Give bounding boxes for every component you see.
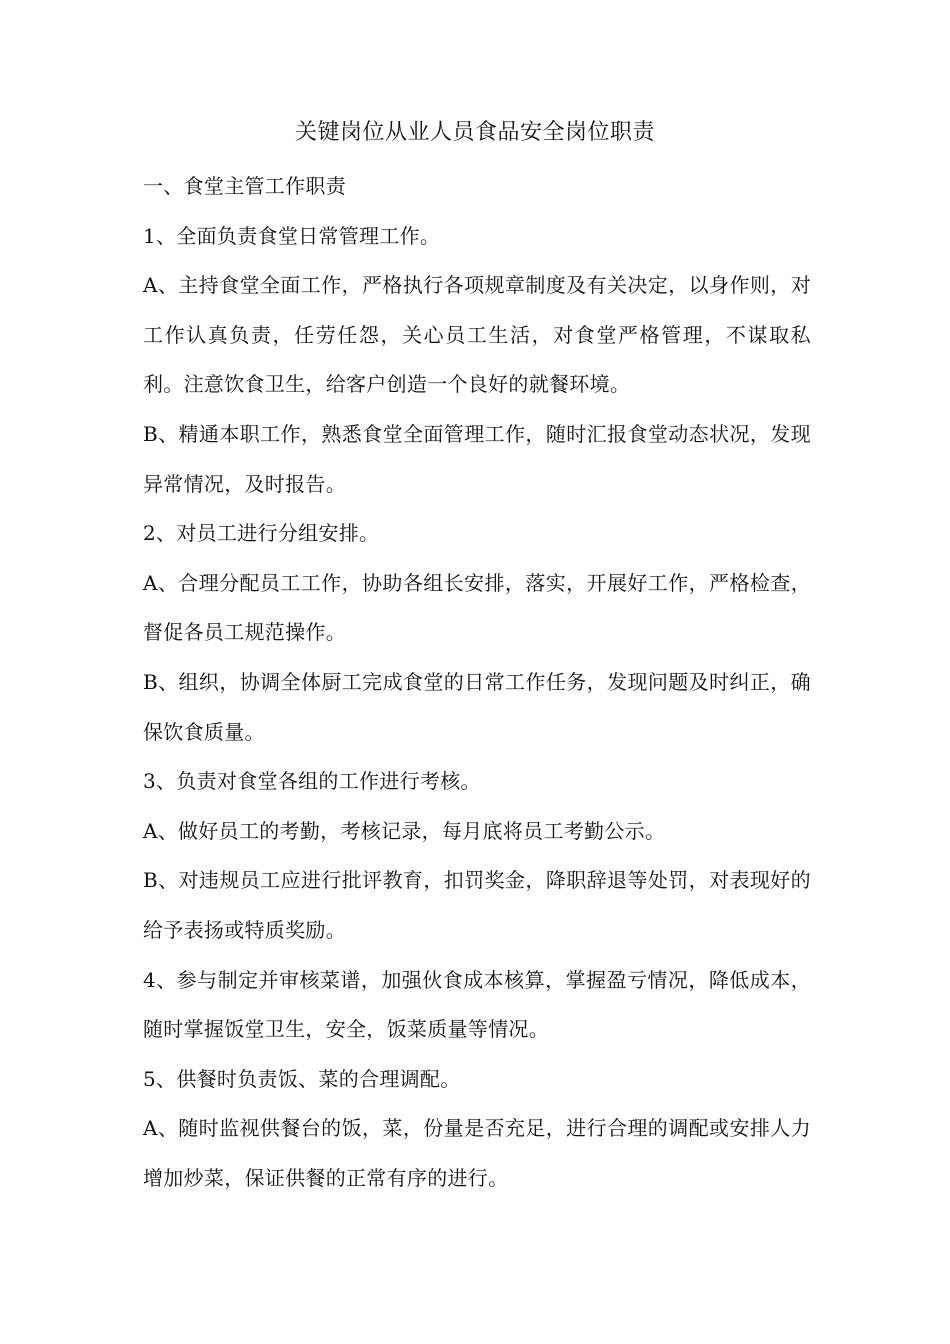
paragraph: B、组织，协调全体厨工完成食堂的日常工作任务，发现问题及时纠正，确保饮食质量。: [143, 669, 811, 744]
section-heading: 一、食堂主管工作职责: [143, 174, 346, 198]
paragraph: 5、供餐时负责饭、菜的合理调配。: [143, 1066, 461, 1091]
paragraph: 4、参与制定并审核菜谱，加强伙食成本核算，掌握盈亏情况，降低成本，随时掌握饭堂卫生，安全，饭菜质量等情况。: [143, 967, 811, 1042]
paragraph: 2、对员工进行分组安排。: [143, 521, 380, 546]
paragraph: B、精通本职工作，熟悉食堂全面管理工作，随时汇报食堂动态状况，发现异常情况，及时报告。: [143, 421, 811, 496]
paragraph: 3、负责对食堂各组的工作进行考核。: [143, 769, 481, 794]
paragraph: A、主持食堂全面工作，严格执行各项规章制度及有关决定，以身作则，对工作认真负责，任劳任怨，关心员工生活，对食堂严格管理，不谋取私利。注意饮食卫生，给客户创造一个良好的就餐环境。: [143, 273, 811, 397]
document-title: 关键岗位从业人员食品安全岗位职责: [294, 120, 655, 145]
paragraph: A、随时监视供餐台的饭，菜，份量是否充足，进行合理的调配或安排人力增加炒菜，保证供餐的正常有序的进行。: [143, 1116, 811, 1190]
paragraph: A、做好员工的考勤，考核记录，每月底将员工考勤公示。: [143, 818, 666, 843]
document-body: [143, 162, 811, 1203]
paragraph: A、合理分配员工工作，协助各组长安排，落实，开展好工作，严格检查，督促各员工规范操作。: [143, 570, 811, 645]
paragraph: B、对违规员工应进行批评教育，扣罚奖金，降职辞退等处罚，对表现好的给予表扬或特质奖励。: [143, 868, 811, 942]
paragraph: 1、全面负责食堂日常管理工作。: [143, 223, 441, 248]
